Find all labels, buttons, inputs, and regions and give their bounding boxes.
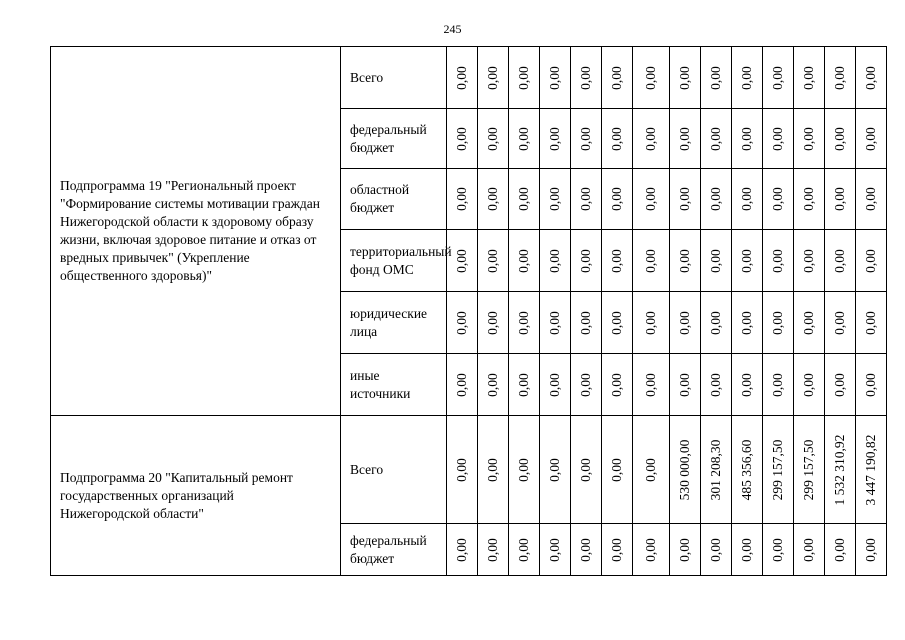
value-text: 0,00: [578, 372, 593, 397]
value-cell: [670, 292, 701, 354]
value-text: 0,00: [801, 65, 816, 90]
value-cell: [825, 292, 856, 354]
value-text: 299 157,50: [801, 439, 816, 500]
value-cell: [856, 230, 887, 292]
value-text: 0,00: [578, 310, 593, 335]
value-cell: [633, 109, 670, 169]
value-text: 0,00: [643, 372, 658, 397]
value-cell: [478, 524, 509, 576]
program-name: Подпрограмма 20 "Капитальный ремонт государственных организаций Нижегородской области": [51, 416, 341, 576]
value-cell: [602, 292, 633, 354]
value-text: 0,00: [801, 372, 816, 397]
value-text: 0,00: [770, 372, 785, 397]
value-cell: [856, 524, 887, 576]
value-text: 0,00: [770, 310, 785, 335]
value-text: 0,00: [708, 65, 723, 90]
value-cell: [794, 416, 825, 524]
value-text: 0,00: [739, 126, 754, 151]
value-cell: [732, 416, 763, 524]
value-text: 0,00: [609, 248, 624, 273]
value-text: 0,00: [863, 248, 878, 273]
value-text: 0,00: [516, 187, 531, 211]
value-cell: [509, 354, 540, 416]
value-text: 3 447 190,82: [863, 434, 878, 505]
budget-table: [50, 46, 887, 576]
value-text: 530 000,00: [677, 439, 692, 500]
value-cell: [701, 524, 732, 576]
value-cell: [794, 292, 825, 354]
value-cell: [633, 292, 670, 354]
value-text: 0,00: [485, 372, 500, 397]
value-cell: [763, 416, 794, 524]
value-text: 0,00: [609, 65, 624, 90]
value-text: 0,00: [677, 126, 692, 151]
value-text: 0,00: [739, 187, 754, 211]
value-text: 0,00: [578, 187, 593, 211]
value-cell: [763, 109, 794, 169]
value-text: 0,00: [863, 65, 878, 90]
value-text: 0,00: [454, 537, 469, 562]
value-cell: [794, 47, 825, 109]
value-text: 0,00: [708, 248, 723, 273]
value-text: 0,00: [677, 310, 692, 335]
value-cell: [602, 354, 633, 416]
value-text: 0,00: [770, 126, 785, 151]
value-text: 0,00: [677, 537, 692, 562]
table-row: [51, 47, 887, 109]
value-cell: [447, 230, 478, 292]
value-cell: [763, 230, 794, 292]
value-cell: [602, 109, 633, 169]
value-text: 0,00: [832, 248, 847, 273]
value-cell: [670, 47, 701, 109]
value-text: 0,00: [578, 65, 593, 90]
value-cell: [856, 47, 887, 109]
value-cell: [856, 109, 887, 169]
value-cell: [447, 416, 478, 524]
value-text: 0,00: [547, 457, 562, 482]
value-cell: [571, 109, 602, 169]
page-number: 245: [443, 22, 462, 36]
value-text: 0,00: [643, 457, 658, 482]
funding-source: территориальный фонд ОМС: [341, 230, 447, 292]
value-cell: [825, 354, 856, 416]
value-text: 0,00: [547, 126, 562, 151]
value-cell: [670, 169, 701, 230]
funding-source: Всего: [341, 416, 447, 524]
value-cell: [763, 47, 794, 109]
value-text: 0,00: [863, 126, 878, 151]
table-row: [51, 416, 887, 524]
program-name: Подпрограмма 19 "Региональный проект "Формирование системы мотивации граждан Нижегородской области к здоровому образу жизни, включая здоровое питание и отказ от вредных привычек" (Укрепление общественного здоровья)": [51, 47, 341, 416]
value-cell: [825, 524, 856, 576]
value-cell: [447, 292, 478, 354]
value-cell: [571, 47, 602, 109]
value-text: 301 208,30: [708, 439, 723, 500]
value-cell: [540, 292, 571, 354]
value-text: 0,00: [547, 372, 562, 397]
value-cell: [701, 169, 732, 230]
value-cell: [540, 524, 571, 576]
value-cell: [447, 169, 478, 230]
value-cell: [509, 230, 540, 292]
value-cell: [732, 524, 763, 576]
value-text: 0,00: [485, 248, 500, 273]
value-cell: [509, 524, 540, 576]
value-cell: [701, 354, 732, 416]
value-text: 0,00: [609, 187, 624, 211]
funding-source: федеральный бюджет: [341, 109, 447, 169]
value-text: 0,00: [547, 537, 562, 562]
value-cell: [540, 109, 571, 169]
value-text: 0,00: [801, 187, 816, 211]
value-cell: [540, 47, 571, 109]
value-text: 0,00: [801, 537, 816, 562]
value-text: 0,00: [516, 248, 531, 273]
value-cell: [763, 524, 794, 576]
value-text: 0,00: [609, 537, 624, 562]
value-text: 0,00: [485, 537, 500, 562]
value-cell: [478, 169, 509, 230]
value-text: 0,00: [832, 187, 847, 211]
value-cell: [602, 230, 633, 292]
value-cell: [540, 416, 571, 524]
value-text: 0,00: [863, 372, 878, 397]
value-cell: [633, 230, 670, 292]
value-cell: [763, 354, 794, 416]
value-cell: [633, 524, 670, 576]
value-text: 299 157,50: [770, 439, 785, 500]
value-cell: [602, 169, 633, 230]
value-cell: [540, 169, 571, 230]
value-cell: [633, 169, 670, 230]
value-text: 0,00: [609, 310, 624, 335]
funding-source: юридические лица: [341, 292, 447, 354]
value-text: 0,00: [770, 248, 785, 273]
funding-source: федеральный бюджет: [341, 524, 447, 576]
value-text: 0,00: [708, 187, 723, 211]
value-text: 0,00: [609, 126, 624, 151]
value-text: 0,00: [454, 310, 469, 335]
value-text: 0,00: [770, 537, 785, 562]
value-cell: [633, 416, 670, 524]
value-cell: [447, 47, 478, 109]
value-cell: [825, 416, 856, 524]
value-text: 0,00: [485, 187, 500, 211]
value-cell: [825, 169, 856, 230]
value-text: 0,00: [485, 65, 500, 90]
value-text: 0,00: [485, 457, 500, 482]
value-text: 0,00: [454, 457, 469, 482]
value-text: 0,00: [516, 65, 531, 90]
value-cell: [509, 109, 540, 169]
value-cell: [478, 292, 509, 354]
value-cell: [571, 354, 602, 416]
value-cell: [602, 524, 633, 576]
value-text: 0,00: [454, 126, 469, 151]
value-text: 0,00: [609, 372, 624, 397]
value-text: 0,00: [832, 126, 847, 151]
value-cell: [794, 524, 825, 576]
value-text: 0,00: [516, 310, 531, 335]
value-text: 0,00: [770, 187, 785, 211]
value-cell: [602, 47, 633, 109]
value-cell: [732, 109, 763, 169]
value-text: 0,00: [708, 537, 723, 562]
value-cell: [794, 109, 825, 169]
funding-source: областной бюджет: [341, 169, 447, 230]
value-text: 0,00: [801, 248, 816, 273]
value-cell: [509, 47, 540, 109]
value-cell: [571, 230, 602, 292]
value-cell: [856, 354, 887, 416]
value-text: 0,00: [863, 537, 878, 562]
value-cell: [478, 47, 509, 109]
value-text: 1 532 310,92: [832, 434, 847, 505]
value-text: 0,00: [485, 126, 500, 151]
value-cell: [825, 109, 856, 169]
value-text: 0,00: [801, 126, 816, 151]
value-text: 0,00: [516, 537, 531, 562]
value-text: 0,00: [643, 65, 658, 90]
value-cell: [571, 416, 602, 524]
value-text: 0,00: [643, 126, 658, 151]
value-cell: [478, 354, 509, 416]
value-cell: [447, 354, 478, 416]
value-cell: [509, 169, 540, 230]
value-text: 0,00: [677, 65, 692, 90]
value-cell: [794, 354, 825, 416]
funding-source: Всего: [341, 47, 447, 109]
value-cell: [794, 169, 825, 230]
value-cell: [670, 230, 701, 292]
value-cell: [509, 416, 540, 524]
value-cell: [670, 109, 701, 169]
value-text: 0,00: [708, 372, 723, 397]
value-cell: [670, 354, 701, 416]
value-text: 0,00: [609, 457, 624, 482]
value-cell: [540, 354, 571, 416]
funding-source: иные источники: [341, 354, 447, 416]
value-cell: [571, 524, 602, 576]
value-text: 0,00: [643, 310, 658, 335]
value-cell: [478, 416, 509, 524]
value-cell: [571, 292, 602, 354]
value-text: 0,00: [708, 126, 723, 151]
value-cell: [701, 47, 732, 109]
value-text: 0,00: [739, 65, 754, 90]
value-cell: [732, 292, 763, 354]
value-cell: [732, 47, 763, 109]
value-text: 0,00: [801, 310, 816, 335]
value-cell: [540, 230, 571, 292]
value-text: 0,00: [643, 248, 658, 273]
value-text: 0,00: [454, 65, 469, 90]
value-cell: [633, 354, 670, 416]
value-cell: [856, 169, 887, 230]
value-cell: [732, 354, 763, 416]
value-text: 0,00: [547, 310, 562, 335]
value-text: 0,00: [739, 248, 754, 273]
value-text: 0,00: [677, 248, 692, 273]
value-cell: [509, 292, 540, 354]
value-cell: [478, 109, 509, 169]
value-text: 0,00: [454, 372, 469, 397]
value-text: 0,00: [578, 457, 593, 482]
value-text: 0,00: [708, 310, 723, 335]
value-cell: [825, 230, 856, 292]
value-cell: [447, 524, 478, 576]
value-text: 0,00: [832, 65, 847, 90]
value-text: 0,00: [832, 372, 847, 397]
value-text: 0,00: [454, 187, 469, 211]
value-cell: [763, 292, 794, 354]
value-cell: [571, 169, 602, 230]
value-cell: [602, 416, 633, 524]
value-text: 0,00: [739, 537, 754, 562]
value-cell: [856, 292, 887, 354]
value-text: 0,00: [643, 187, 658, 211]
value-cell: [478, 230, 509, 292]
value-text: 0,00: [578, 537, 593, 562]
value-text: 0,00: [516, 457, 531, 482]
value-text: 485 356,60: [739, 439, 754, 500]
value-text: 0,00: [485, 310, 500, 335]
value-text: 0,00: [516, 372, 531, 397]
value-cell: [763, 169, 794, 230]
value-cell: [447, 109, 478, 169]
value-cell: [701, 109, 732, 169]
value-text: 0,00: [547, 65, 562, 90]
value-text: 0,00: [739, 310, 754, 335]
value-cell: [633, 47, 670, 109]
value-cell: [856, 416, 887, 524]
value-text: 0,00: [832, 537, 847, 562]
value-cell: [701, 416, 732, 524]
value-cell: [670, 416, 701, 524]
value-text: 0,00: [677, 187, 692, 211]
value-text: 0,00: [677, 372, 692, 397]
value-cell: [701, 230, 732, 292]
value-text: 0,00: [578, 248, 593, 273]
value-text: 0,00: [832, 310, 847, 335]
value-cell: [670, 524, 701, 576]
value-text: 0,00: [863, 310, 878, 335]
value-cell: [732, 169, 763, 230]
value-cell: [825, 47, 856, 109]
value-text: 0,00: [578, 126, 593, 151]
value-cell: [732, 230, 763, 292]
value-text: 0,00: [643, 537, 658, 562]
value-cell: [794, 230, 825, 292]
value-text: 0,00: [739, 372, 754, 397]
value-text: 0,00: [547, 187, 562, 211]
value-text: 0,00: [547, 248, 562, 273]
value-text: 0,00: [863, 187, 878, 211]
value-text: 0,00: [454, 248, 469, 273]
value-text: 0,00: [516, 126, 531, 151]
value-text: 0,00: [770, 65, 785, 90]
value-cell: [701, 292, 732, 354]
